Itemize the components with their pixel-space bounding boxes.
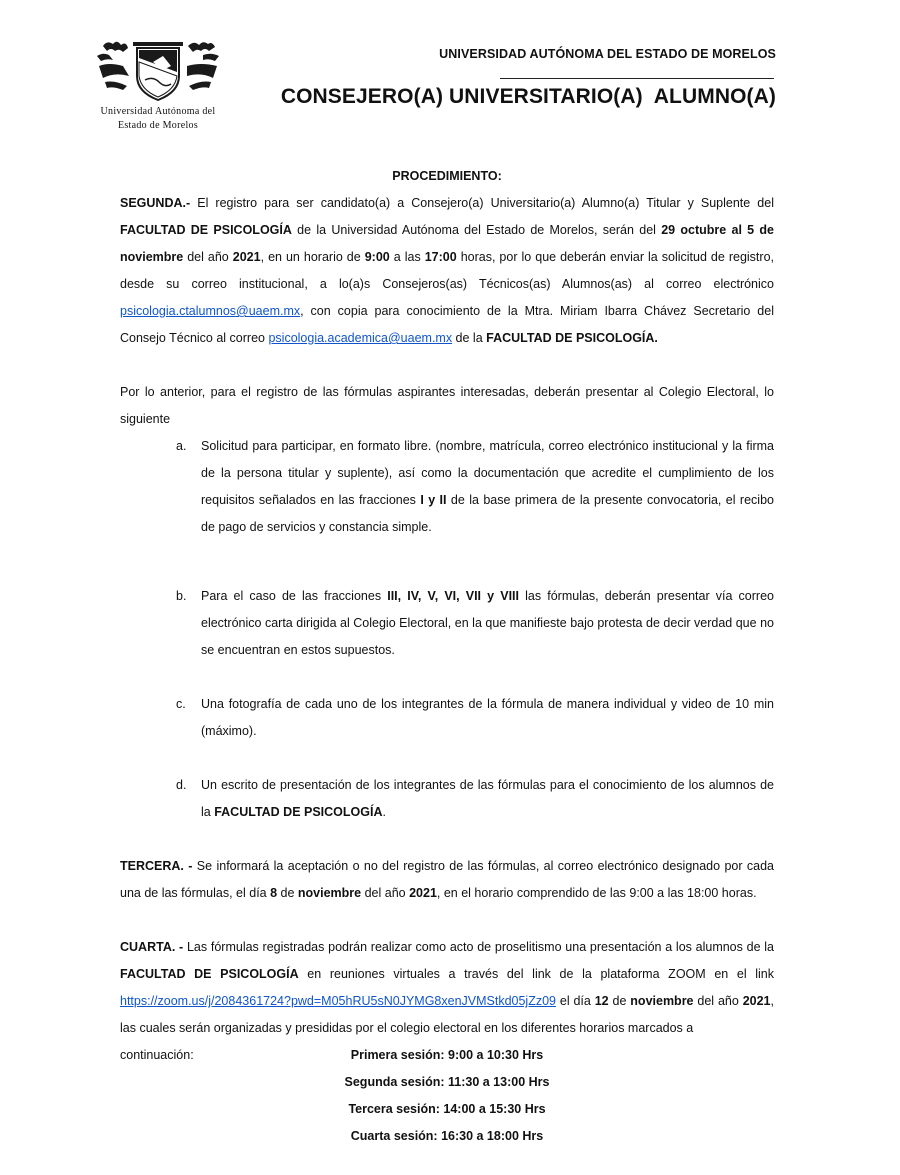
item-bold: FACULTAD DE PSICOLOGÍA [214, 805, 383, 819]
session-row [120, 1096, 774, 1123]
list-item [120, 583, 774, 664]
cuarta-text: Las fórmulas registradas podrán realizar como acto de proselitismo una presentación a los alumnos de la [183, 940, 775, 954]
tercera-bold: 8 [270, 886, 278, 900]
session-row [120, 1042, 774, 1069]
tercera-label: TERCERA. - [120, 859, 193, 873]
section-heading: PROCEDIMIENTO: [392, 169, 502, 183]
tercera-text: Se informará la aceptación o no del registro de las fórmulas, al correo electrónico designado por cada una de las fórmulas, el día [120, 859, 775, 900]
cuarta-text: de [608, 994, 631, 1008]
item-text: Para el caso de las fracciones [201, 589, 388, 603]
cuarta-label: CUARTA. - [120, 940, 184, 954]
cuarta-text: , las cuales serán organizadas y presididas por el colegio electoral en los diferentes horarios marcados a [120, 994, 774, 1035]
item-bold: I y II [420, 493, 447, 507]
item-text: las fórmulas, deberán presentar vía correo electrónico carta dirigida al Colegio Electoral, en la que manifieste bajo protesta de decir verdad que no se encuentran en estos supuestos. [201, 589, 774, 657]
item-text: Una fotografía de cada uno de los integrantes de la fórmula de manera individual y video de 10 min (máximo). [201, 697, 774, 738]
cuarta-bold: noviembre [630, 994, 694, 1008]
list-item [120, 433, 774, 541]
segunda-bold: FACULTAD DE PSICOLOGÍA [120, 223, 292, 237]
email-link-academica[interactable]: psicologia.academica@uaem.mx [268, 331, 453, 345]
segunda-text: de la Universidad Autónoma del Estado de Morelos, serán del [291, 223, 662, 237]
item-text: Un escrito de presentación de los integrantes de las fórmulas para el conocimiento de los alumnos de la [201, 778, 774, 819]
session-row [120, 1123, 774, 1150]
session-item: Tercera sesión: 14:00 a 15:30 Hrs [348, 1102, 546, 1116]
logo-caption-line2: Estado de Morelos [117, 120, 199, 131]
logo-caption-line1: Universidad Autónoma del [100, 106, 216, 117]
item-text: . [382, 805, 386, 819]
list-item [120, 691, 774, 745]
spacer [120, 907, 774, 934]
segunda-text: horas, por lo que deberán enviar la solicitud de registro, desde su correo institucional, a lo(a)s Consejeros(as) Técnicos(as) Alumnos(as) al correo electrónico [120, 250, 774, 291]
segunda-text: de la [452, 331, 487, 345]
segunda-text: , en un horario de [260, 250, 365, 264]
session-item: Segunda sesión: 11:30 a 13:00 Hrs [344, 1075, 550, 1089]
paragraph-anterior: Por lo anterior, para el registro de las fórmulas aspirantes interesadas, deberán presentar al Colegio Electoral, lo siguiente [120, 385, 774, 426]
cuarta-text: el día [556, 994, 595, 1008]
spacer [120, 541, 774, 583]
tercera-text: de [277, 886, 298, 900]
session-item: Cuarta sesión: 16:30 a 18:00 Hrs [350, 1129, 544, 1143]
header-university: UNIVERSIDAD AUTÓNOMA DEL ESTADO DE MORELOS [439, 47, 776, 61]
paragraph-tercera [120, 853, 774, 907]
list-marker: c. [176, 697, 186, 711]
list-marker: a. [176, 439, 187, 453]
segunda-text: a las [389, 250, 425, 264]
paragraph-cuarta [120, 934, 774, 1042]
segunda-label: SEGUNDA.- [120, 196, 191, 210]
session-item: Primera sesión: 9:00 a 10:30 Hrs [350, 1048, 544, 1062]
segunda-bold: 9:00 [364, 250, 390, 264]
tercera-text: , en el horario comprendido de las 9:00 a las 18:00 horas. [436, 886, 757, 900]
header-divider [500, 78, 774, 79]
list-marker: d. [176, 778, 187, 792]
session-row [120, 1069, 774, 1096]
document-title: CONSEJERO(A) UNIVERSITARIO(A) ALUMNO(A) [280, 85, 776, 108]
document-body [120, 163, 774, 1150]
tercera-bold: 2021 [409, 886, 437, 900]
segunda-text: del año [183, 250, 233, 264]
cuarta-bold: 2021 [742, 994, 771, 1008]
requirements-list [120, 433, 774, 826]
segunda-bold: FACULTAD DE PSICOLOGÍA. [486, 331, 658, 345]
item-text: Solicitud para participar, en formato libre. (nombre, matrícula, correo electrónico institucional y la firma de la persona titular y suplente), así como la documentación que acredite el cumplimiento de los requisitos señalados en las fracciones [201, 439, 774, 507]
paragraph-segunda [120, 190, 774, 352]
spacer [120, 352, 774, 379]
segunda-bold: 17:00 [424, 250, 457, 264]
segunda-text: , con copia para conocimiento de la Mtra. Miriam Ibarra Chávez Secretario del Consejo Técnico al correo [120, 304, 774, 345]
item-bold: III, IV, V, VI, VII y VIII [387, 589, 519, 603]
item-text: de la base primera de la presente convocatoria, el recibo de pago de servicios y constancia simple. [201, 493, 774, 534]
cuarta-text: en reuniones virtuales a través del link de la plataforma ZOOM en el link [298, 967, 774, 981]
segunda-bold: 29 octubre al 5 de noviembre [120, 223, 774, 264]
list-item [120, 772, 774, 826]
zoom-link[interactable]: https://zoom.us/j/2084361724?pwd=M05hRU5sN0JYMG8xenJVMStkd05jZz09 [120, 994, 556, 1008]
email-link-ctalumnos[interactable]: psicologia.ctalumnos@uaem.mx [120, 304, 301, 318]
spacer [120, 826, 774, 853]
cuarta-text: del año [693, 994, 743, 1008]
tercera-text: del año [361, 886, 410, 900]
spacer [120, 745, 774, 772]
list-marker: b. [176, 589, 187, 603]
university-logo [88, 36, 228, 132]
tercera-bold: noviembre [297, 886, 362, 900]
cuarta-bold: 12 [594, 994, 609, 1008]
university-crest-icon [93, 36, 223, 104]
segunda-bold: 2021 [232, 250, 261, 264]
continuacion-label: continuación: [120, 1048, 194, 1062]
spacer [120, 664, 774, 691]
cuarta-bold: FACULTAD DE PSICOLOGÍA [120, 967, 299, 981]
segunda-text: El registro para ser candidato(a) a Consejero(a) Universitario(a) Alumno(a) Titular y Suplente del [190, 196, 774, 210]
